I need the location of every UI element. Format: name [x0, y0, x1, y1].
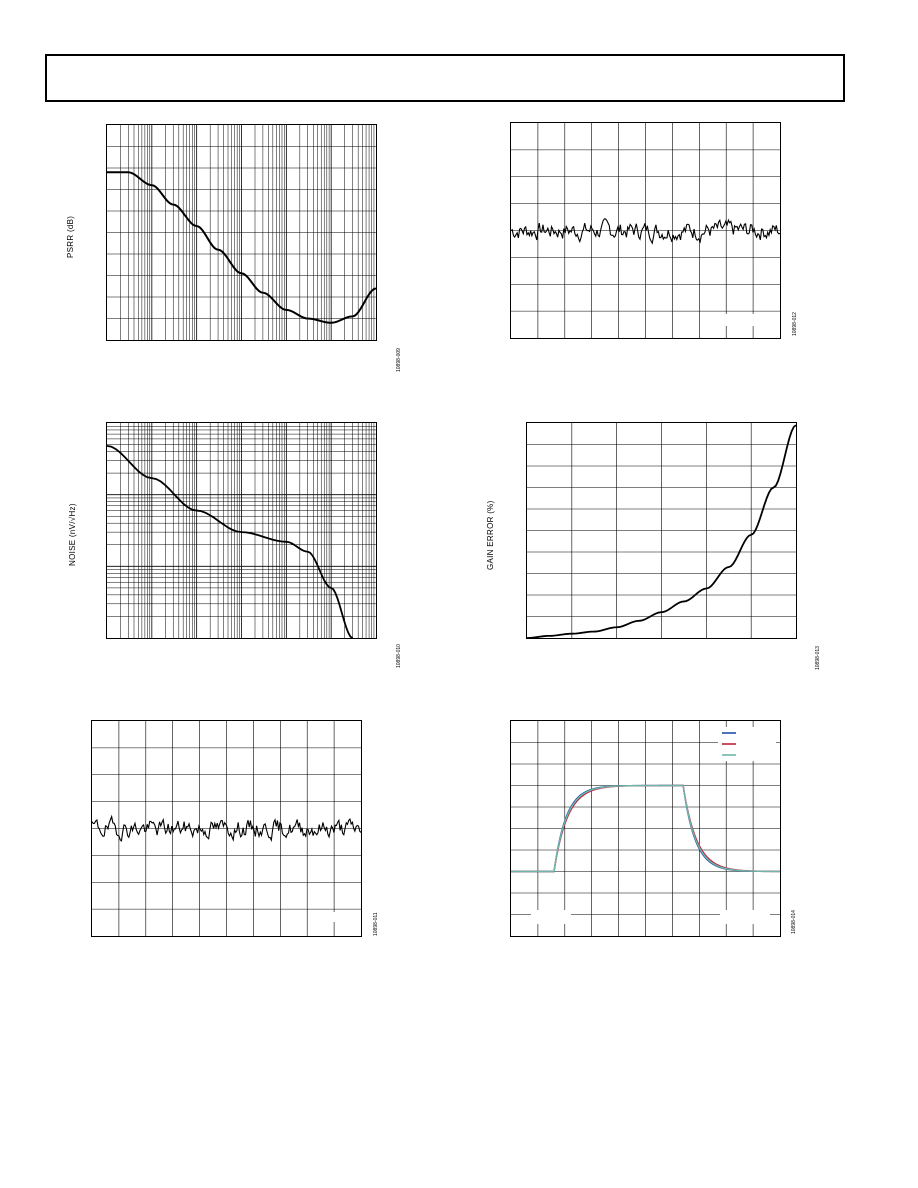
pulse-response-figure-code: 10898-014 [791, 910, 797, 934]
noise-density-series-line [107, 446, 353, 638]
noise-time-2-chart [91, 720, 362, 937]
gain-error-chart [526, 422, 797, 639]
psrr-ylabel: PSRR (dB) [66, 215, 75, 258]
chart-svg [511, 123, 780, 338]
page-header-box [45, 54, 845, 102]
chart-svg [511, 721, 780, 936]
bottom-label-mask [331, 912, 347, 922]
bottom-label-mask [531, 910, 571, 924]
noise-density-chart [106, 422, 377, 639]
chart-svg [107, 125, 376, 340]
psrr-chart [106, 124, 377, 341]
noise-density-ylabel: NOISE (nV/√Hz) [68, 503, 77, 566]
gain-error-figure-code: 10898-013 [815, 646, 821, 670]
pulse-response-chart [510, 720, 781, 937]
noise-time-1-chart [510, 122, 781, 339]
noise-time-1-figure-code: 10898-012 [792, 312, 798, 336]
chart-svg [92, 721, 361, 936]
psrr-figure-code: 10898-009 [396, 348, 402, 372]
noise-density-figure-code: 10898-010 [396, 644, 402, 668]
gain-error-ylabel: GAIN ERROR (%) [486, 500, 495, 570]
bottom-label-mask [722, 314, 766, 326]
bottom-label-mask [720, 910, 770, 924]
chart-svg [107, 423, 376, 638]
noise-time-2-figure-code: 10898-011 [373, 912, 379, 936]
chart-svg [527, 423, 796, 638]
